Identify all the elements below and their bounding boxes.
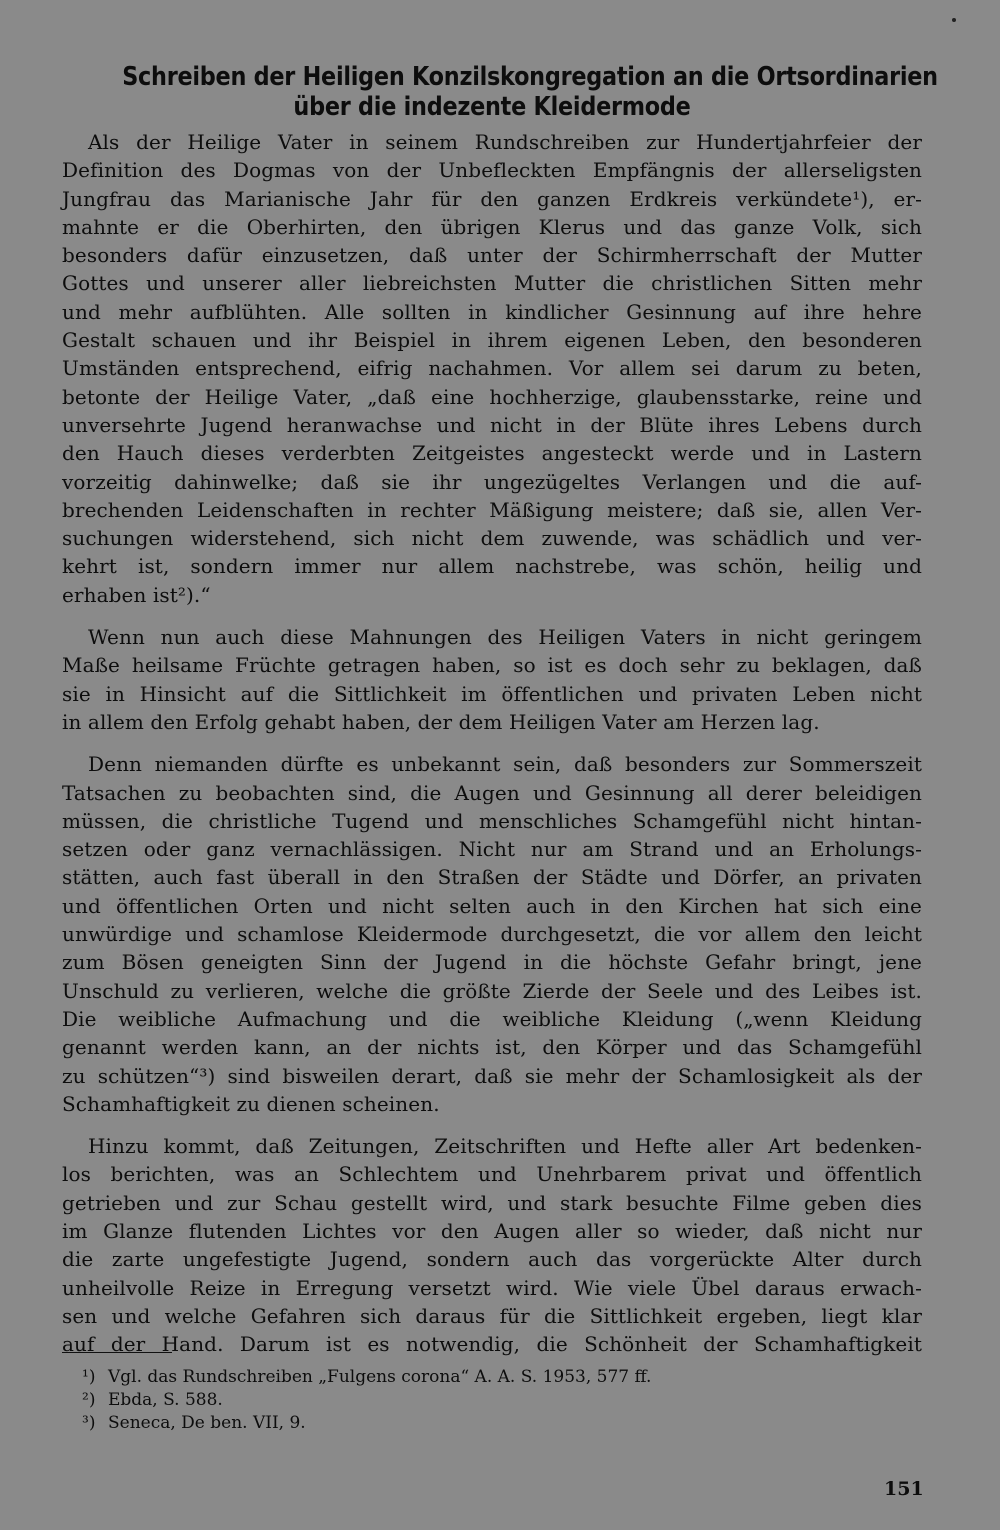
footnote-text: Seneca, De ben. VII, 9. bbox=[108, 1413, 306, 1433]
text-line: Unschuld zu verlieren, welche die größte Zierde der Seele und des Leibes ist. bbox=[62, 978, 922, 1003]
footnotes bbox=[82, 1366, 651, 1435]
title-line-2: über die indezente Kleidermode bbox=[293, 92, 691, 122]
text-line: erhaben ist²).“ bbox=[62, 582, 211, 607]
text-line: zum Bösen geneigten Sinn der Jugend in die höchste Gefahr bringt, jene bbox=[62, 950, 922, 975]
paragraph bbox=[62, 623, 922, 736]
text-line: müssen, die christliche Tugend und menschliches Schamgefühl nicht hintan- bbox=[62, 808, 922, 833]
page-number: 151 bbox=[884, 1478, 924, 1500]
footnote bbox=[82, 1412, 651, 1435]
footnote-text: Ebda, S. 588. bbox=[108, 1390, 223, 1410]
text-line: getrieben und zur Schau gestellt wird, und stark besuchte Filme geben dies bbox=[62, 1190, 922, 1215]
text-line: im Glanze flutenden Lichtes vor den Augen aller so wieder, daß nicht nur bbox=[62, 1218, 922, 1243]
footnote bbox=[82, 1389, 651, 1412]
text-line: brechenden Leidenschaften in rechter Mäßigung meistere; daß sie, allen Ver- bbox=[62, 497, 922, 522]
footnote-mark: ²) bbox=[82, 1390, 96, 1410]
text-line: den Hauch dieses verderbten Zeitgeistes angesteckt werde und in Lastern bbox=[62, 441, 922, 466]
text-line: Wenn nun auch diese Mahnungen des Heiligen Vaters in nicht geringem bbox=[88, 625, 922, 650]
text-line: Gestalt schauen und ihr Beispiel in ihrem eigenen Leben, den besonderen bbox=[62, 328, 922, 353]
text-line: Gottes und unserer aller liebreichsten Mutter die christlichen Sitten mehr bbox=[62, 271, 922, 296]
text-line: kehrt ist, sondern immer nur allem nachstrebe, was schön, heilig und bbox=[62, 554, 922, 579]
text-line: sen und welche Gefahren sich daraus für die Sittlichkeit ergeben, liegt klar bbox=[62, 1303, 922, 1328]
scan-speck bbox=[952, 18, 956, 22]
text-line: setzen oder ganz vernachlässigen. Nicht nur am Strand und an Erholungs- bbox=[62, 837, 922, 862]
footnote-mark: ³) bbox=[82, 1413, 96, 1433]
paragraph bbox=[62, 128, 922, 609]
text-line: genannt werden kann, an der nichts ist, den Körper und das Schamgefühl bbox=[62, 1035, 922, 1060]
text-line: Jungfrau das Marianische Jahr für den ganzen Erdkreis verkündete¹), er- bbox=[62, 186, 922, 211]
paragraph bbox=[62, 750, 922, 1118]
footnote-mark: ¹) bbox=[82, 1367, 96, 1387]
document-title bbox=[122, 62, 938, 122]
text-line: sie in Hinsicht auf die Sittlichkeit im öffentlichen und privaten Leben nicht bbox=[62, 681, 922, 706]
text-line: mahnte er die Oberhirten, den übrigen Klerus und das ganze Volk, sich bbox=[62, 214, 922, 239]
text-line: Tatsachen zu beobachten sind, die Augen und Gesinnung all derer beleidigen bbox=[62, 780, 922, 805]
footnote-rule bbox=[62, 1352, 172, 1353]
footnote bbox=[82, 1366, 651, 1389]
text-line: stätten, auch fast überall in den Straßen der Städte und Dörfer, an privaten bbox=[62, 865, 922, 890]
text-line: los berichten, was an Schlechtem und Unehrbarem privat und öffentlich bbox=[62, 1162, 922, 1187]
text-line: Umständen entsprechend, eifrig nachahmen. Vor allem sei darum zu beten, bbox=[62, 356, 922, 381]
text-line: unheilvolle Reize in Erregung versetzt wird. Wie viele Übel daraus erwach- bbox=[62, 1275, 922, 1300]
text-line: besonders dafür einzusetzen, daß unter der Schirmherrschaft der Mutter bbox=[62, 243, 922, 268]
text-line: Schamhaftigkeit zu dienen scheinen. bbox=[62, 1091, 440, 1116]
text-line: Als der Heilige Vater in seinem Rundschreiben zur Hundertjahrfeier der bbox=[88, 130, 922, 154]
text-line: Definition des Dogmas von der Unbefleckten Empfängnis der allerseligsten bbox=[62, 158, 922, 183]
text-line: zu schützen“³) sind bisweilen derart, daß sie mehr der Schamlosigkeit als der bbox=[62, 1063, 922, 1088]
text-line: Die weibliche Aufmachung und die weibliche Kleidung („wenn Kleidung bbox=[62, 1006, 922, 1031]
text-line: unwürdige und schamlose Kleidermode durchgesetzt, die vor allem den leicht bbox=[62, 922, 922, 947]
text-line: auf der Hand. Darum ist es notwendig, die Schönheit der Schamhaftigkeit bbox=[62, 1332, 922, 1357]
text-line: Maße heilsame Früchte getragen haben, so ist es doch sehr zu beklagen, daß bbox=[62, 653, 922, 678]
text-line: unversehrte Jugend heranwachse und nicht in der Blüte ihres Lebens durch bbox=[62, 412, 922, 437]
document-page bbox=[62, 62, 938, 1502]
title-line-1: Schreiben der Heiligen Konzilskongregation an die Ortsordinarien bbox=[122, 62, 938, 92]
paragraph bbox=[62, 1132, 922, 1358]
text-line: Denn niemanden dürfte es unbekannt sein, daß besonders zur Sommerszeit bbox=[88, 752, 922, 777]
footnote-text: Vgl. das Rundschreiben „Fulgens corona“ A. A. S. 1953, 577 ff. bbox=[108, 1367, 652, 1387]
document-body bbox=[62, 128, 922, 1358]
text-line: die zarte ungefestigte Jugend, sondern auch das vorgerückte Alter durch bbox=[62, 1247, 922, 1272]
text-line: in allem den Erfolg gehabt haben, der dem Heiligen Vater am Herzen lag. bbox=[62, 709, 820, 734]
text-line: und mehr aufblühten. Alle sollten in kindlicher Gesinnung auf ihre hehre bbox=[62, 299, 922, 324]
text-line: und öffentlichen Orten und nicht selten auch in den Kirchen hat sich eine bbox=[62, 893, 922, 918]
text-line: betonte der Heilige Vater, „daß eine hochherzige, glaubensstarke, reine und bbox=[62, 384, 922, 409]
text-line: suchungen widerstehend, sich nicht dem zuwende, was schädlich und ver- bbox=[62, 526, 922, 551]
text-line: Hinzu kommt, daß Zeitungen, Zeitschriften und Hefte aller Art bedenken- bbox=[88, 1134, 922, 1159]
text-line: vorzeitig dahinwelke; daß sie ihr ungezügeltes Verlangen und die auf- bbox=[62, 469, 922, 494]
